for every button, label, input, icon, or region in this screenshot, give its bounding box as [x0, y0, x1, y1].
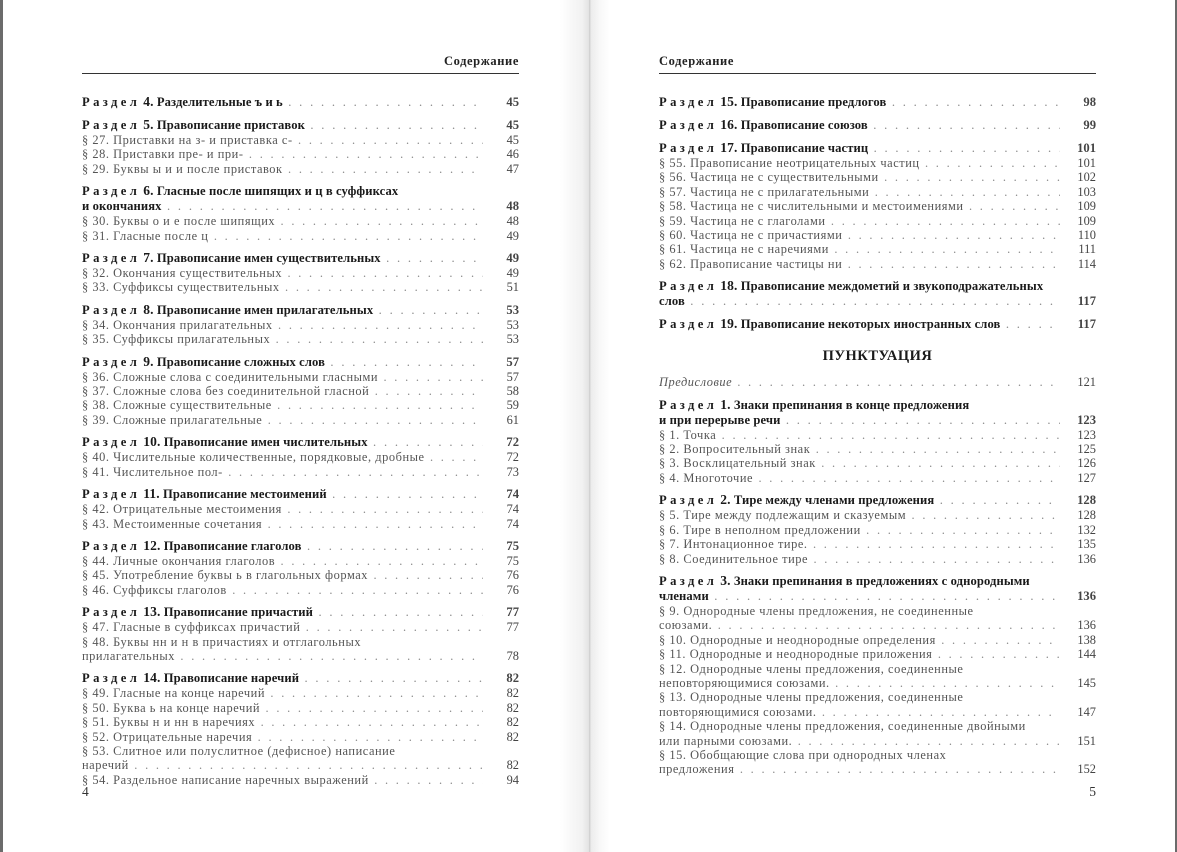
part-title: ПУНКТУАЦИЯ [822, 348, 933, 365]
section-title: Правописание имен существительных [156, 251, 381, 266]
section-title: Правописание частиц [740, 141, 869, 155]
entry-title: § 36. Сложные слова с соединительными гласными . . . [82, 370, 483, 384]
section-number: 10. [143, 434, 161, 450]
entry-title: § 44. Личные окончания глаголов . . . [82, 554, 483, 568]
running-head: Содержание [443, 54, 519, 68]
entry-page: 53 [506, 302, 519, 317]
section-number: 19. [720, 316, 738, 332]
toc-section-entry[interactable] [82, 94, 519, 110]
entry-page: 74 [506, 502, 519, 517]
entry-page: 136 [1077, 551, 1096, 566]
toc-paragraph-entry[interactable] [659, 633, 1096, 647]
entry-page: 58 [506, 384, 519, 399]
section-title: Правописание некоторых иностранных слов [740, 317, 1001, 332]
toc-paragraph-entry[interactable] [82, 773, 519, 787]
entry-title: § 45. Употребление буквы ь в глагольных формах . . . [82, 568, 483, 582]
entry-title: § 62. Правописание частицы ни . . . [659, 257, 1060, 271]
toc-paragraph-entry[interactable] [82, 554, 519, 568]
entry-title [82, 604, 483, 620]
toc-paragraph-entry[interactable] [659, 199, 1096, 213]
section-title: Гласные после шипящих и ц в суффиксах [156, 184, 399, 199]
entry-title [659, 492, 1060, 508]
toc-paragraph-entry[interactable] [82, 147, 519, 161]
entry-page: 145 [1077, 675, 1096, 690]
section-number: 6. [143, 183, 154, 199]
entry-title: § 46. Суффиксы глаголов . . . [82, 583, 483, 597]
entry-page: 82 [506, 729, 519, 744]
section-keyword: Раздел [659, 573, 718, 588]
toc-section-entry[interactable] [82, 434, 519, 450]
entry-page: 77 [506, 605, 519, 620]
entry-page: 111 [1078, 242, 1096, 257]
toc-entry-preface[interactable] [659, 375, 1096, 389]
toc-section-entry[interactable] [82, 354, 519, 370]
toc-paragraph-entry[interactable] [82, 266, 519, 280]
toc-paragraph-entry[interactable] [659, 428, 1096, 442]
section-keyword: Раздел [82, 118, 141, 132]
entry-page: 76 [506, 582, 519, 597]
toc-paragraph-entry[interactable] [82, 318, 519, 332]
toc-paragraph-entry[interactable] [82, 744, 519, 773]
entry-title: § 12. Однородные члены предложения, соединенные [659, 661, 964, 676]
toc-paragraph-entry[interactable] [659, 442, 1096, 456]
toc-paragraph-entry[interactable] [659, 228, 1096, 242]
entry-page: 103 [1077, 184, 1096, 199]
entry-title [82, 486, 483, 502]
page-number: 5 [1089, 784, 1096, 799]
entry-title-continued: и при перерыве речи . . . [659, 413, 1060, 428]
section-number: 2. [720, 492, 731, 508]
entry-title: § 51. Буквы н и нн в наречиях . . . [82, 715, 483, 729]
toc-paragraph-entry[interactable] [659, 662, 1096, 691]
entry-page: 114 [1077, 256, 1096, 271]
toc-section-entry[interactable] [659, 397, 1096, 428]
entry-title: § 60. Частица не с причастиями . . . [659, 228, 1060, 242]
toc-section-entry[interactable] [659, 117, 1096, 133]
section-number: 16. [720, 117, 738, 132]
section-keyword: Раздел [659, 95, 718, 109]
section-keyword: Раздел [82, 184, 141, 199]
entry-title: § 59. Частица не с глаголами . . . [659, 214, 1060, 228]
entry-title [82, 94, 483, 110]
section-keyword: Раздел [659, 493, 718, 508]
toc-group-punctuation [659, 397, 1096, 777]
entry-title: § 47. Гласные в суффиксах причастий . . . [82, 620, 483, 634]
entry-page: 74 [506, 516, 519, 531]
toc-paragraph-entry[interactable] [659, 156, 1096, 170]
section-keyword: Раздел [82, 487, 141, 502]
entry-title: § 15. Обобщающие слова при однородных членах [659, 747, 947, 762]
entry-page: 144 [1077, 647, 1096, 662]
entry-title: § 33. Суффиксы существительных . . . [82, 280, 483, 294]
entry-title [659, 278, 1096, 294]
entry-page: 126 [1077, 456, 1096, 471]
section-keyword: Раздел [82, 302, 141, 317]
entry-page: 127 [1077, 470, 1096, 485]
header-rule [659, 73, 1096, 74]
section-title: Правописание наречий [163, 671, 300, 686]
toc-paragraph-entry[interactable] [82, 370, 519, 384]
entry-page: 98 [1083, 95, 1096, 109]
toc-section-entry[interactable] [82, 604, 519, 620]
entry-page: 73 [506, 464, 519, 479]
entry-page: 75 [506, 538, 519, 553]
toc-paragraph-entry[interactable] [659, 690, 1096, 719]
section-title: Правописание союзов [740, 118, 868, 132]
entry-title: § 1. Точка . . . [659, 428, 1060, 442]
entry-title [82, 354, 483, 370]
toc-group-orthography [659, 94, 1096, 332]
entry-title: § 6. Тире в неполном предложении . . . [659, 523, 1060, 537]
toc-section-entry[interactable] [659, 316, 1096, 332]
section-number: 1. [720, 396, 731, 412]
section-title: Правописание причастий [163, 605, 314, 620]
page-number: 4 [82, 784, 89, 799]
toc-paragraph-entry[interactable] [659, 471, 1096, 485]
entry-page: 49 [506, 266, 519, 281]
entry-page: 117 [1077, 294, 1096, 309]
entry-title: § 3. Восклицательный знак . . . [659, 456, 1060, 470]
section-title: Тире между членами предложения [733, 493, 935, 508]
section-keyword: Раздел [659, 279, 718, 294]
entry-page: 53 [506, 317, 519, 332]
entry-page: 74 [506, 487, 519, 502]
entry-title [82, 250, 483, 266]
entry-title: § 5. Тире между подлежащим и сказуемым . . . [659, 508, 1060, 522]
entry-title: § 37. Сложные слова без соединительной гласной . . . [82, 384, 483, 398]
section-keyword: Раздел [82, 95, 141, 109]
section-number: 4. [143, 94, 154, 109]
entry-page: 132 [1077, 522, 1096, 537]
section-number: 8. [143, 301, 154, 317]
entry-title: § 27. Приставки на з- и приставка с- . . . [82, 133, 483, 147]
entry-title-continued: союзами. . . . [659, 618, 1060, 632]
entry-page: 45 [506, 133, 519, 147]
entry-page: 82 [506, 758, 519, 773]
entry-title [82, 302, 483, 318]
section-keyword: Раздел [659, 317, 718, 332]
section-title: Знаки препинания в предложениях с однородными [733, 573, 1030, 588]
toc-section-entry[interactable] [82, 302, 519, 318]
section-title: Правописание междометий и звукоподражательных [740, 279, 1044, 294]
entry-title: § 50. Буква ь на конце наречий . . . [82, 701, 483, 715]
entry-title [82, 183, 519, 199]
entry-title: § 57. Частица не с прилагательными . . . [659, 185, 1060, 199]
section-keyword: Раздел [82, 538, 141, 553]
entry-page: 82 [506, 686, 519, 701]
entry-page: 46 [506, 147, 519, 162]
toc-paragraph-entry[interactable] [659, 257, 1096, 271]
toc-paragraph-entry[interactable] [82, 730, 519, 744]
entry-title-continued: членами . . . [659, 589, 1060, 604]
entry-page: 45 [506, 118, 519, 132]
entry-page: 82 [506, 671, 519, 686]
section-keyword: Раздел [659, 141, 718, 155]
entry-page: 128 [1077, 508, 1096, 523]
section-keyword: Раздел [82, 435, 141, 450]
page-right [659, 0, 1096, 852]
entry-page: 76 [506, 568, 519, 583]
entry-page: 109 [1077, 213, 1096, 228]
entry-title: § 52. Отрицательные наречия . . . [82, 730, 483, 744]
entry-title [659, 140, 1060, 156]
section-keyword: Раздел [82, 671, 141, 686]
section-number: 7. [143, 250, 154, 266]
entry-page: 147 [1077, 704, 1096, 719]
entry-page: 151 [1077, 733, 1096, 748]
section-keyword: Раздел [659, 118, 718, 132]
toc-section-entry[interactable] [82, 538, 519, 554]
entry-title: § 54. Раздельное написание наречных выражений . . . [82, 773, 483, 787]
entry-title [659, 316, 1060, 332]
toc-paragraph-entry[interactable] [659, 508, 1096, 522]
entry-page: 99 [1083, 118, 1096, 132]
section-title: Правописание глаголов [163, 538, 302, 553]
entry-page: 47 [506, 161, 519, 176]
entry-title [82, 670, 483, 686]
toc-paragraph-entry[interactable] [82, 635, 519, 664]
entry-title: § 11. Однородные и неоднородные приложения . . . [659, 647, 1060, 661]
viewer-frame-left [0, 0, 3, 852]
section-title: Правописание сложных слов [156, 354, 325, 369]
toc-section-entry[interactable] [659, 573, 1096, 604]
entry-title: § 53. Слитное или полуслитное (дефисное) написание [82, 743, 396, 758]
toc-paragraph-entry[interactable] [82, 465, 519, 479]
section-number: 9. [143, 353, 154, 369]
toc-paragraph-entry[interactable] [659, 185, 1096, 199]
entry-page: 152 [1077, 762, 1096, 777]
toc-paragraph-entry[interactable] [659, 170, 1096, 184]
entry-page: 109 [1077, 199, 1096, 214]
toc-paragraph-entry[interactable] [82, 229, 519, 243]
entry-title: § 4. Многоточие . . . [659, 471, 1060, 485]
toc-paragraph-entry[interactable] [82, 620, 519, 634]
entry-page: 48 [506, 199, 519, 214]
toc-paragraph-entry[interactable] [82, 502, 519, 516]
toc-paragraph-entry[interactable] [82, 384, 519, 398]
entry-page: 45 [506, 95, 519, 109]
entry-page: 102 [1077, 170, 1096, 185]
section-number: 13. [143, 604, 161, 620]
entry-title: § 30. Буквы о и е после шипящих . . . [82, 214, 483, 228]
section-keyword: Раздел [82, 251, 141, 266]
section-number: 3. [720, 572, 731, 588]
entry-title: § 32. Окончания существительных . . . [82, 266, 483, 280]
toc-section-entry[interactable] [82, 250, 519, 266]
toc-paragraph-entry[interactable] [82, 686, 519, 700]
entry-title: § 49. Гласные на конце наречий . . . [82, 686, 483, 700]
section-number: 11. [143, 486, 160, 502]
entry-page: 78 [506, 648, 519, 663]
entry-page: 94 [506, 772, 519, 787]
entry-title [659, 573, 1096, 589]
section-title: Правописание имен числительных [163, 435, 368, 450]
toc-paragraph-entry[interactable] [82, 214, 519, 228]
toc-list [82, 94, 519, 787]
entry-title: § 58. Частица не с числительными и местоимениями . . . [659, 199, 1060, 213]
section-title: Правописание имен прилагательных [156, 302, 374, 317]
section-number: 18. [720, 278, 738, 294]
toc-section-entry[interactable] [659, 140, 1096, 156]
toc-paragraph-entry[interactable] [659, 719, 1096, 748]
entry-title: § 13. Однородные члены предложения, соединенные [659, 690, 964, 705]
section-number: 17. [720, 140, 738, 155]
entry-page: 123 [1077, 427, 1096, 442]
entry-page: 51 [506, 280, 519, 295]
toc-paragraph-entry[interactable] [82, 413, 519, 427]
entry-title: § 28. Приставки пре- и при- . . . [82, 147, 483, 161]
entry-page: 128 [1077, 493, 1096, 508]
entry-title-continued: или парными союзами. . . . [659, 734, 1060, 748]
toc-paragraph-entry[interactable] [659, 523, 1096, 537]
entry-page: 49 [506, 251, 519, 266]
toc-section-entry[interactable] [82, 670, 519, 686]
entry-title: § 41. Числительное пол- . . . [82, 465, 483, 479]
toc-paragraph-entry[interactable] [659, 552, 1096, 566]
toc-paragraph-entry[interactable] [659, 748, 1096, 777]
entry-title: § 61. Частица не с наречиями . . . [659, 242, 1060, 256]
section-title: Знаки препинания в конце предложения [733, 397, 970, 412]
entry-title: § 48. Буквы нн и н в причастиях и отглагольных [82, 634, 362, 649]
toc-paragraph-entry[interactable] [82, 568, 519, 582]
entry-page: 59 [506, 398, 519, 413]
entry-page: 57 [506, 354, 519, 369]
entry-title-continued: предложения . . . [659, 762, 1060, 776]
entry-page: 101 [1077, 156, 1096, 170]
entry-title-continued: слов . . . [659, 294, 1060, 309]
entry-title: Предисловие . . . [659, 375, 1060, 389]
toc-section-entry[interactable] [659, 94, 1096, 110]
entry-page: 125 [1077, 442, 1096, 457]
entry-title [659, 94, 1060, 110]
toc-paragraph-entry[interactable] [82, 162, 519, 176]
entry-title: § 42. Отрицательные местоимения . . . [82, 502, 483, 516]
section-title: Правописание приставок [156, 118, 305, 132]
entry-page: 49 [506, 228, 519, 243]
section-number: 12. [143, 537, 161, 553]
entry-page: 57 [506, 369, 519, 384]
entry-title [82, 117, 483, 133]
entry-title: § 56. Частица не с существительными . . . [659, 170, 1060, 184]
entry-page: 72 [506, 435, 519, 450]
section-number: 15. [720, 94, 738, 109]
entry-page: 121 [1077, 375, 1096, 390]
section-keyword: Раздел [82, 354, 141, 369]
section-number: 14. [143, 670, 161, 686]
entry-page: 110 [1077, 228, 1096, 243]
running-head: Содержание [659, 54, 735, 68]
toc-section-entry[interactable] [659, 278, 1096, 309]
toc-paragraph-entry[interactable] [82, 450, 519, 464]
entry-title-continued: наречий . . . [82, 758, 483, 772]
toc-section-entry[interactable] [82, 183, 519, 214]
entry-title: § 35. Суффиксы прилагательных . . . [82, 332, 483, 346]
entry-page: 82 [506, 715, 519, 730]
entry-page: 75 [506, 553, 519, 568]
entry-page: 117 [1077, 317, 1096, 332]
toc-paragraph-entry[interactable] [659, 537, 1096, 551]
entry-page: 72 [506, 450, 519, 465]
section-keyword: Раздел [659, 397, 718, 412]
entry-title [82, 538, 483, 554]
toc-paragraph-entry[interactable] [82, 133, 519, 147]
entry-page: 77 [506, 620, 519, 635]
section-title: Разделительные ъ и ь [156, 95, 283, 109]
toc-paragraph-entry[interactable] [82, 398, 519, 412]
entry-page: 48 [506, 214, 519, 229]
entry-title: § 29. Буквы ы и и после приставок . . . [82, 162, 483, 176]
toc-list [659, 94, 1096, 777]
entry-title-continued: неповторяющимися союзами. . . . [659, 676, 1060, 690]
entry-title: § 38. Сложные существительные . . . [82, 398, 483, 412]
entry-page: 138 [1077, 632, 1096, 647]
entry-title: § 40. Числительные количественные, порядковые, дробные . . . [82, 450, 483, 464]
entry-page: 135 [1077, 537, 1096, 552]
section-title: Правописание предлогов [740, 95, 887, 109]
entry-title: § 39. Сложные прилагательные . . . [82, 413, 483, 427]
entry-title [659, 117, 1060, 133]
entry-title: § 2. Вопросительный знак . . . [659, 442, 1060, 456]
toc-paragraph-entry[interactable] [659, 242, 1096, 256]
toc-paragraph-entry[interactable] [82, 715, 519, 729]
toc-paragraph-entry[interactable] [82, 332, 519, 346]
header-rule [82, 73, 519, 74]
entry-title-continued: и окончаниях . . . [82, 199, 483, 214]
section-title: Правописание местоимений [162, 487, 327, 502]
entry-title: § 43. Местоименные сочетания . . . [82, 517, 483, 531]
entry-page: 136 [1077, 588, 1096, 603]
toc-paragraph-entry[interactable] [659, 647, 1096, 661]
entry-title-continued: прилагательных . . . [82, 649, 483, 663]
entry-title: § 55. Правописание неотрицательных частиц . . . [659, 156, 1060, 170]
entry-title: § 14. Однородные члены предложения, соединенные двойными [659, 719, 1026, 734]
toc-paragraph-entry[interactable] [659, 604, 1096, 633]
entry-title [659, 397, 1096, 413]
toc-paragraph-entry[interactable] [82, 701, 519, 715]
entry-title: § 8. Соединительное тире . . . [659, 552, 1060, 566]
entry-title: § 31. Гласные после ц . . . [82, 229, 483, 243]
entry-page: 61 [506, 412, 519, 427]
book-gutter [560, 0, 610, 852]
toc-paragraph-entry[interactable] [659, 456, 1096, 470]
toc-section-entry[interactable] [82, 117, 519, 133]
entry-title: § 7. Интонационное тире. . . . [659, 537, 1060, 551]
entry-page: 82 [506, 700, 519, 715]
entry-page: 123 [1077, 412, 1096, 427]
toc-paragraph-entry[interactable] [82, 583, 519, 597]
entry-title: § 9. Однородные члены предложения, не соединенные [659, 603, 974, 618]
section-keyword: Раздел [82, 605, 141, 620]
entry-title: § 34. Окончания прилагательных . . . [82, 318, 483, 332]
toc-paragraph-entry[interactable] [659, 214, 1096, 228]
section-number: 5. [143, 117, 154, 132]
entry-page: 101 [1077, 141, 1096, 155]
toc-paragraph-entry[interactable] [82, 517, 519, 531]
entry-page: 136 [1077, 618, 1096, 633]
toc-section-entry[interactable] [659, 492, 1096, 508]
entry-title [82, 434, 483, 450]
entry-title-continued: повторяющимися союзами. . . . [659, 705, 1060, 719]
page-left [82, 0, 519, 852]
entry-title: § 10. Однородные и неоднородные определения . . . [659, 633, 1060, 647]
entry-page: 53 [506, 332, 519, 347]
toc-section-entry[interactable] [82, 486, 519, 502]
toc-paragraph-entry[interactable] [82, 280, 519, 294]
